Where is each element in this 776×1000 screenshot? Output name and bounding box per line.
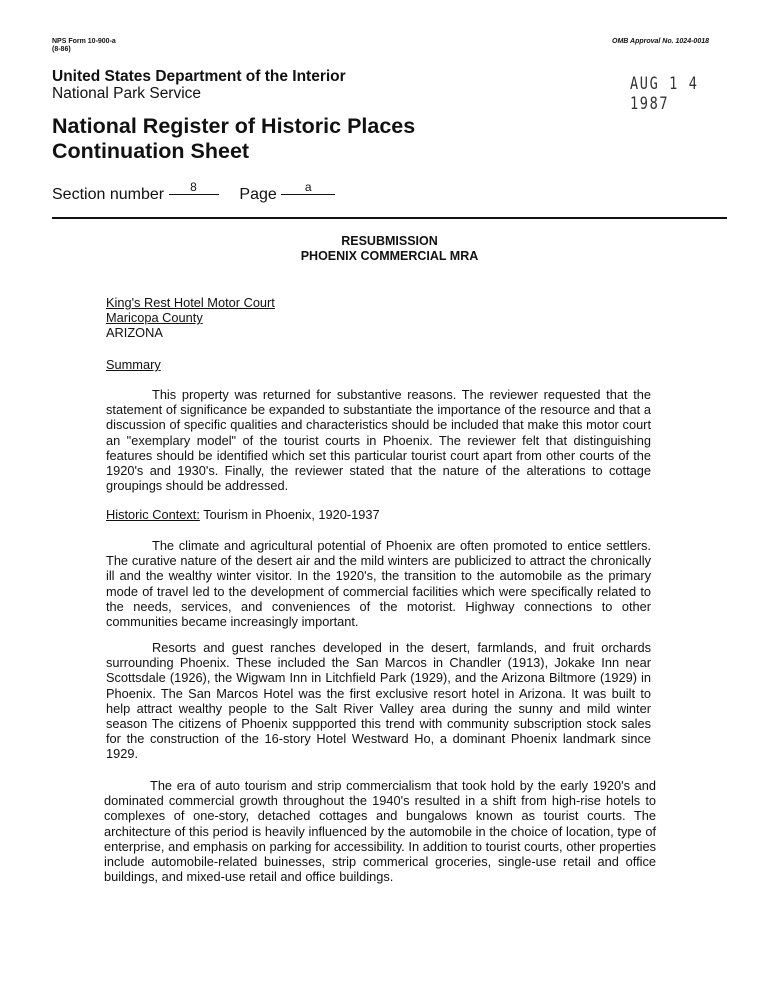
context-paragraph-1 (106, 538, 651, 629)
context-paragraph-2 (106, 640, 651, 762)
resubmission-heading: RESUBMISSION (341, 234, 438, 248)
form-title (52, 114, 415, 164)
section-label: Section number (52, 186, 165, 203)
property-state: ARIZONA (106, 325, 163, 341)
property-name: King's Rest Hotel Motor Court (106, 295, 275, 310)
omb-approval: OMB Approval No. 1024-0018 (612, 38, 709, 45)
page-label: Page (239, 186, 277, 203)
property-info (106, 295, 275, 341)
section-page-row (52, 180, 335, 204)
form-title-line2: Continuation Sheet (52, 139, 250, 163)
mra-heading: PHOENIX COMMERCIAL MRA (300, 249, 479, 263)
form-title-line1: National Register of Historic Places (52, 114, 416, 138)
section-value: 8 (169, 180, 219, 195)
department-name: United States Department of the Interior (52, 68, 346, 85)
service-name: National Park Service (52, 85, 202, 102)
summary-heading: Summary (106, 357, 161, 372)
date-stamp: AUG 1 4 1987 (630, 74, 699, 114)
summary-text: This property was returned for substantive reasons. The reviewer requested that the statement of significance be expanded to substantiate the importance of the resource and that a discussion of specific qualities and characteristics should be included that make this motor court an "exemplary model" of the tourist courts in Phoenix. The reviewer felt that distinguishing features should be identified which set this particular tourist court apart from other courts of the 1920's and 1930's. Finally, the reviewer stated that the nature of the alterations to cottage groupings should be addressed. (106, 387, 651, 494)
historic-context-label: Historic Context: (106, 507, 200, 522)
context-paragraph-1-text: The climate and agricultural potential of Phoenix are often promoted to entice settlers. The curative nature of the desert air and the mild winters are publicized to attract the chronically ill and the wealthy winter visitor. In the 1920's, the transition to the automobile as the primary mode of travel led to the development of commercial facilities which were specifically related to the needs, services, and conveniences of the motorist. Highway connections to other communities became increasingly important. (106, 538, 651, 630)
form-revision-text: (8-86) (52, 46, 71, 53)
summary-paragraph (106, 387, 651, 493)
context-paragraph-2-text: Resorts and guest ranches developed in the desert, farmlands, and fruit orchards surrounding Phoenix. These included the San Marcos in Chandler (1913), Jokake Inn near Scottsdale (1926), the Wigwam Inn in Litchfield Park (1929), and the Arizona Biltmore (1929) in Phoenix. The San Marcos Hotel was the first exclusive resort hotel in Arizona. It was built to help attract wealthy people to the Salt River Valley area during the sunny and mild winter season The citizens of Phoenix suppported this trend with community subscription stock sales for the construction of the 16-story Hotel Westward Ho, a dominant Phoenix landmark since 1929. (106, 640, 651, 762)
context-paragraph-3-text: The era of auto tourism and strip commercialism that took hold by the early 1920's and dominated commercial growth throughout the 1940's resulted in a shift from high-rise hotels to complexes of one-story, detached cottages and bungalows known as tourist courts. The architecture of this period is heavily influenced by the automobile in the choice of location, type of enterprise, and emphasis on parking for accessibility. In addition to tourist courts, other properties include automobile-related buinesses, strip commerical groceries, single-use retail and office buildings, and mixed-use retail and office buildings. (104, 778, 656, 885)
context-paragraph-3 (104, 778, 656, 884)
form-number (52, 38, 116, 54)
header-divider (52, 217, 727, 219)
property-county: Maricopa County (106, 310, 203, 326)
historic-context-value: Tourism in Phoenix, 1920-1937 (203, 507, 380, 522)
page-value: a (281, 180, 335, 195)
historic-context (106, 507, 380, 522)
form-number-text: NPS Form 10-900-a (52, 38, 116, 45)
